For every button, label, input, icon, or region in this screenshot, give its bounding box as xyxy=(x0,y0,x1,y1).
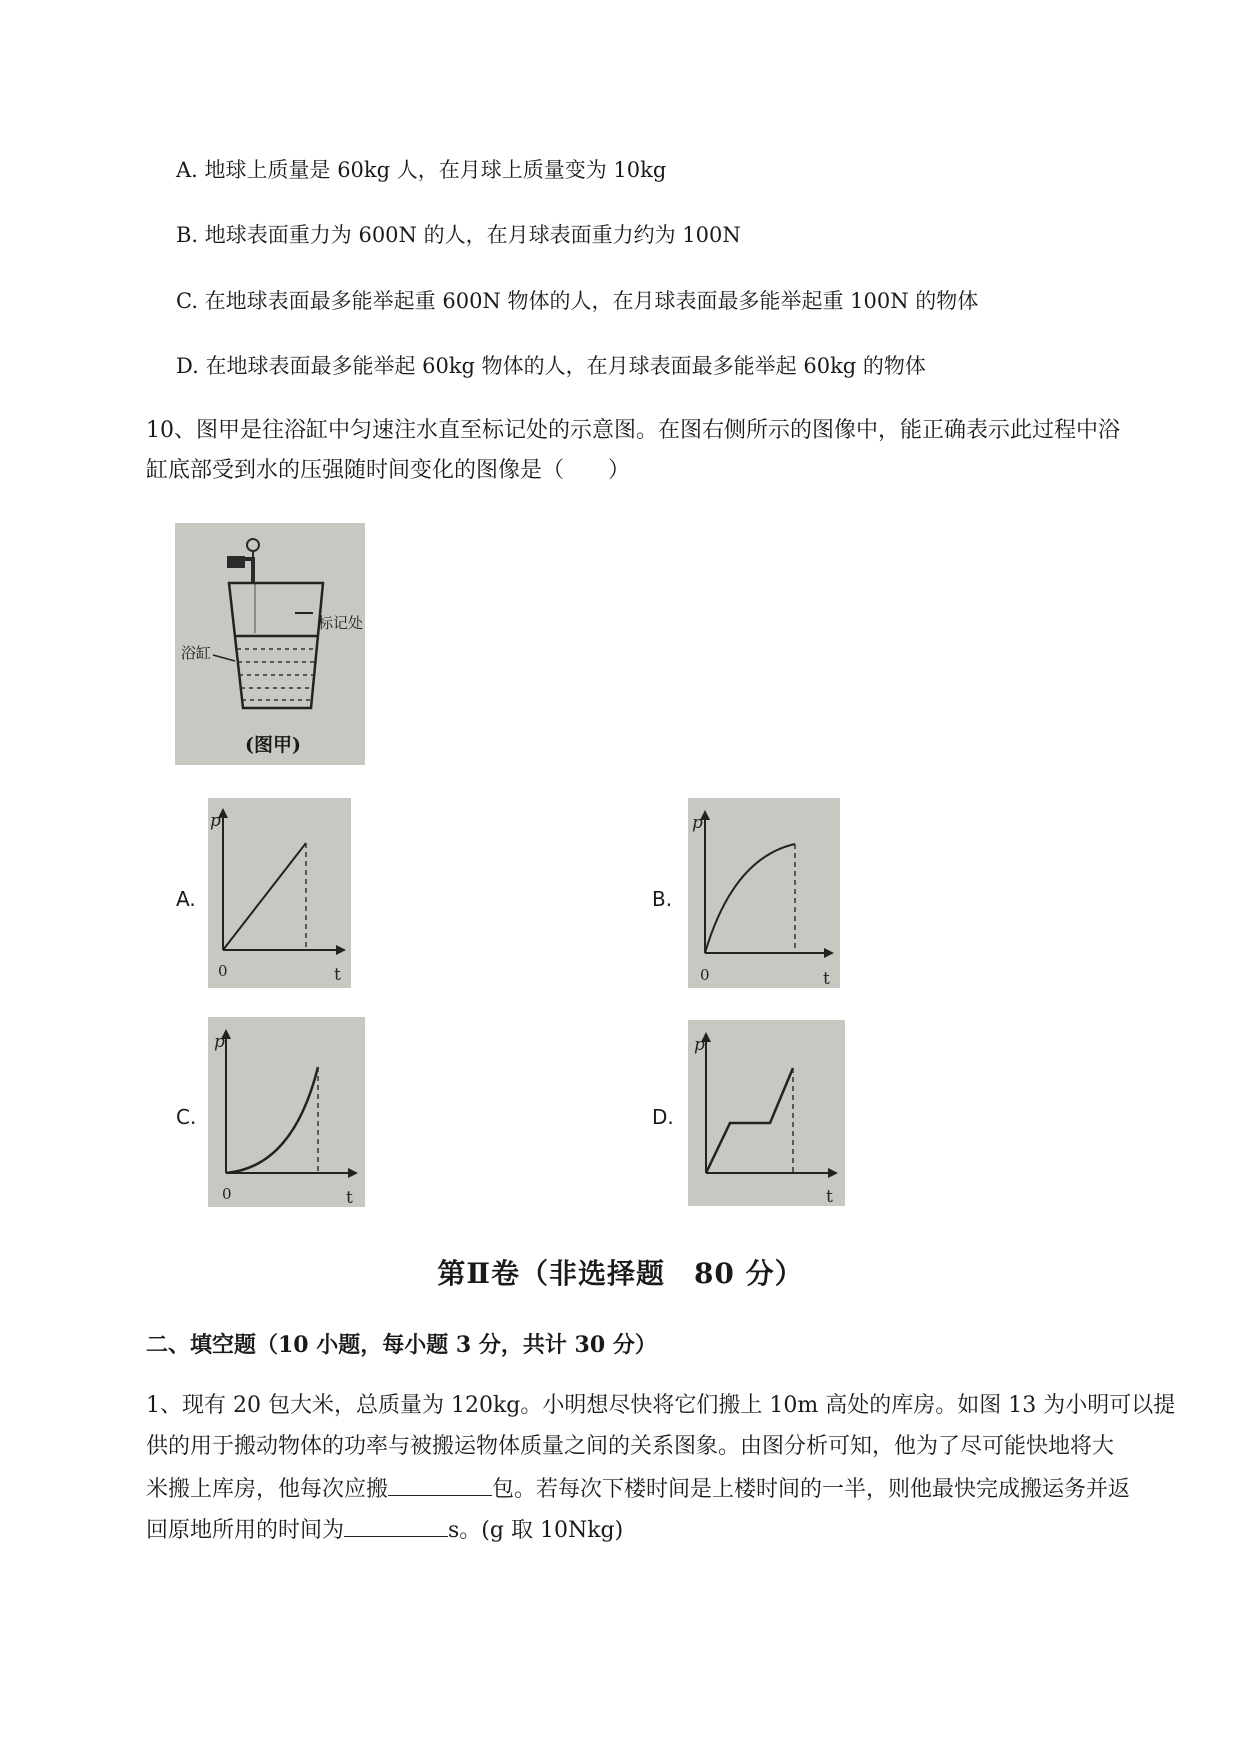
option-c-text: C. 在地球表面最多能举起重 600N 物体的人，在月球表面最多能举起重 100N 的物体 xyxy=(176,289,979,313)
graph-option-d xyxy=(688,1020,845,1206)
origin-label: 0 xyxy=(700,966,710,984)
question-1-line4 xyxy=(146,1514,623,1546)
question-10-line2: 缸底部受到水的压强随时间变化的图像是（ ） xyxy=(146,458,631,483)
question-1-line3 xyxy=(146,1473,1130,1505)
question-10-line1: 10、图甲是往浴缸中匀速注水直至标记处的示意图。在图右侧所示的图像中，能正确表示此过程中浴 xyxy=(146,418,1120,443)
graph-option-a-label: A. xyxy=(176,887,196,911)
axis-y-label: p xyxy=(694,1035,705,1055)
axis-x-label: t xyxy=(334,965,341,985)
question-1-line3-a: 米搬上库房，他每次应搬 xyxy=(146,1477,389,1502)
option-b-text: B. 地球表面重力为 600N 的人，在月球表面重力约为 100N xyxy=(176,223,741,247)
axis-y-label: p xyxy=(214,1032,225,1052)
option-d-text: D. 在地球表面最多能举起 60kg 物体的人，在月球表面最多能举起 60kg 的物体 xyxy=(176,354,926,378)
origin-label: 0 xyxy=(222,1185,232,1203)
graph-option-b xyxy=(688,798,840,988)
graph-option-c xyxy=(208,1017,365,1207)
graph-option-c-label: C. xyxy=(176,1105,197,1129)
figure-caption: (图甲) xyxy=(245,734,301,756)
axis-x-label: t xyxy=(826,1187,833,1206)
mark-label: 标记处 xyxy=(318,614,364,632)
axis-x-label: t xyxy=(823,969,830,988)
answer-blank-2[interactable] xyxy=(344,1514,448,1537)
axis-y-label: p xyxy=(210,811,221,831)
section-title: 二、填空题（10 小题，每小题 3 分，共计 30 分） xyxy=(146,1332,657,1358)
part-2-title: 第Ⅱ卷（非选择题 80 分） xyxy=(437,1257,804,1290)
axis-x-label: t xyxy=(346,1188,353,1207)
graph-option-d-label: D. xyxy=(652,1105,674,1129)
option-a-text: A. 地球上质量是 60kg 人，在月球上质量变为 10kg xyxy=(176,158,667,182)
answer-blank-1[interactable] xyxy=(388,1473,492,1496)
question-1-line4-a: 回原地所用的时间为 xyxy=(146,1518,345,1543)
question-1-line4-b: s。(g 取 10Nkg) xyxy=(448,1518,624,1543)
axis-y-label: p xyxy=(692,813,703,833)
question-1-line1: 1、现有 20 包大米，总质量为 120kg。小明想尽快将它们搬上 10m 高处的库房。如图 13 为小明可以提 xyxy=(146,1393,1176,1418)
question-1-line3-b: 包。若每次下楼时间是上楼时间的一半，则他最快完成搬运务并返 xyxy=(492,1477,1131,1502)
tub-label: 浴缸 xyxy=(181,644,212,662)
question-1-line2: 供的用于搬动物体的功率与被搬运物体质量之间的关系图象。由图分析可知，他为了尽可能快地将大 xyxy=(146,1434,1115,1459)
faucet-icon xyxy=(227,556,245,568)
origin-label: 0 xyxy=(218,962,228,980)
graph-option-a xyxy=(208,798,351,988)
graph-option-b-label: B. xyxy=(652,887,673,911)
